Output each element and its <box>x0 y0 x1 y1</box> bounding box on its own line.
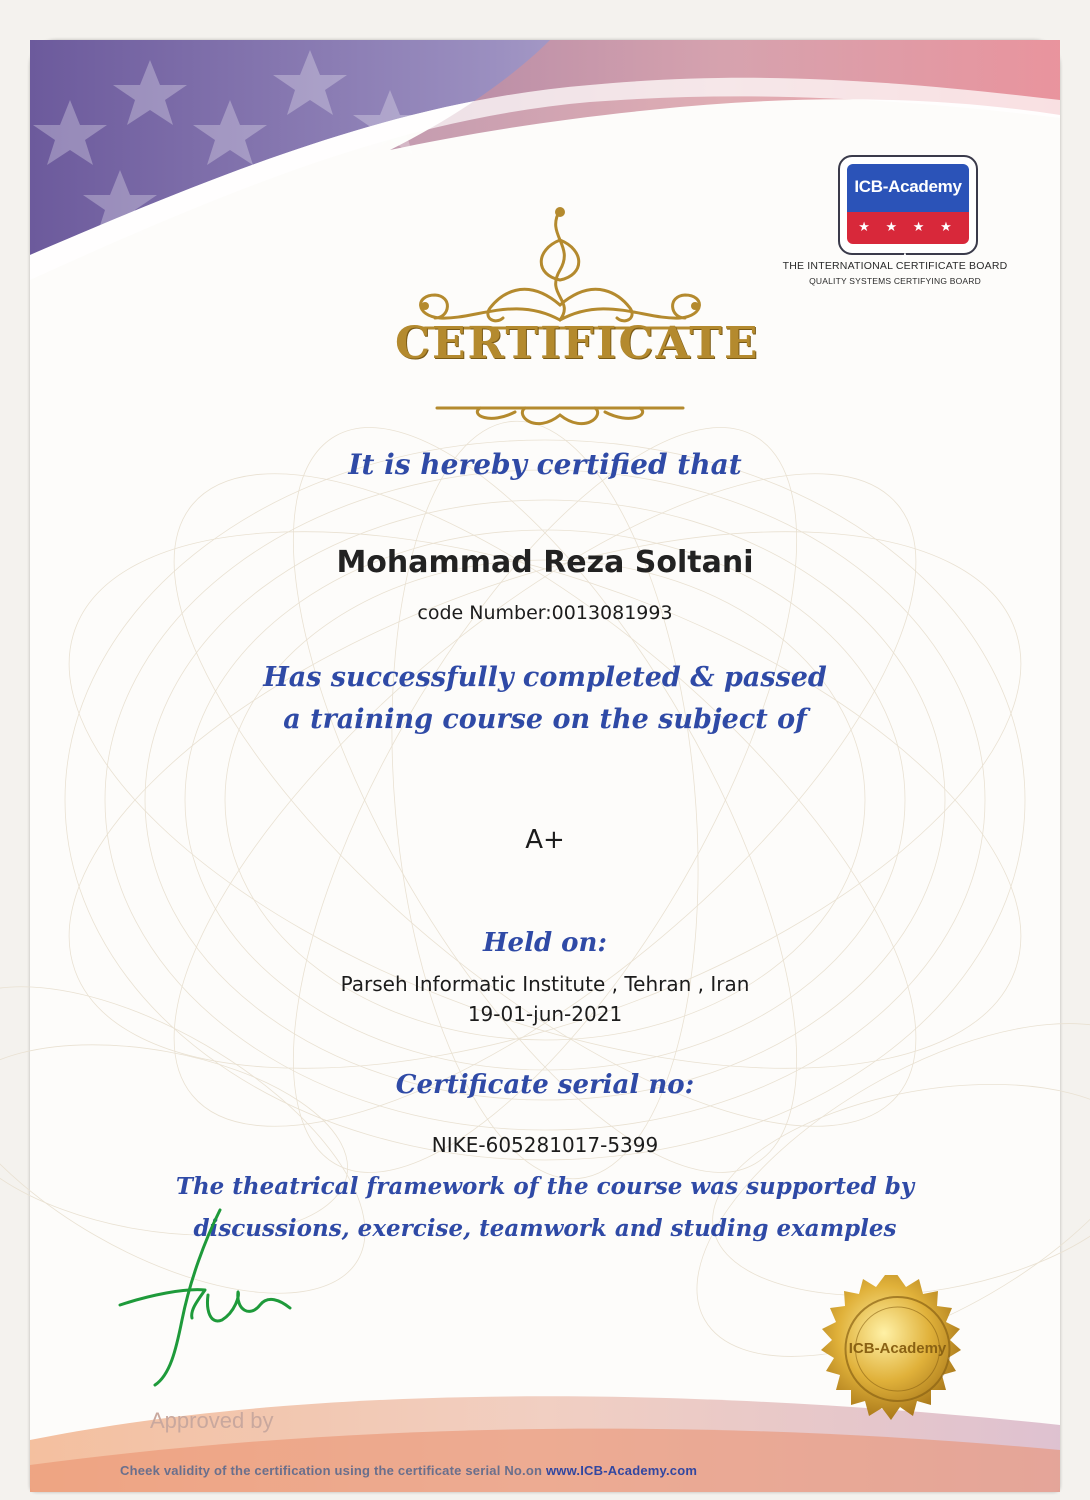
certificate-title: CERTIFICATE <box>395 318 760 369</box>
board-subtitle: QUALITY SYSTEMS CERTIFYING BOARD <box>809 276 981 286</box>
held-date: 19-01-jun-2021 <box>467 1002 623 1026</box>
gold-seal <box>805 1255 990 1440</box>
completed-line-1: Has successfully completed & passed <box>263 662 827 693</box>
serial-value: NIKE-605281017-5399 <box>431 1133 659 1157</box>
serial-label: Certificate serial no: <box>395 1070 695 1100</box>
certificate-page <box>30 40 1060 1492</box>
validity-note <box>120 1463 970 1478</box>
code-number: code Number:0013081993 <box>417 602 673 624</box>
logo-stars: ★ ★ ★ ★ ★ <box>847 212 969 244</box>
completed-line-2: a training course on the subject of <box>283 704 807 735</box>
seal-text: ICB-Academy <box>848 1340 947 1357</box>
held-on-label: Held on: <box>482 928 608 958</box>
framework-line-1: The theatrical framework of the course was supported by <box>175 1173 915 1200</box>
approved-by-label: Approved by <box>150 1408 274 1433</box>
recipient-name: Mohammad Reza Soltani <box>336 545 754 580</box>
validity-note-text: Cheek validity of the certification using the certificate serial No.on <box>120 1463 543 1478</box>
gold-ornament <box>395 200 760 420</box>
logo-brand-text: ICB-Academy <box>847 164 969 212</box>
board-name: THE INTERNATIONAL CERTIFICATE BOARD <box>782 260 1008 272</box>
held-location: Parseh Informatic Institute , Tehran , Iran <box>340 972 750 996</box>
course-subject: A+ <box>525 825 565 855</box>
signature <box>110 1200 330 1390</box>
framework-line-2: discussions, exercise, teamwork and studing examples <box>193 1215 897 1242</box>
website-link[interactable]: www.ICB-Academy.com <box>545 1463 698 1478</box>
icb-academy-logo <box>838 155 978 264</box>
intro-text: It is hereby certified that <box>348 448 742 481</box>
